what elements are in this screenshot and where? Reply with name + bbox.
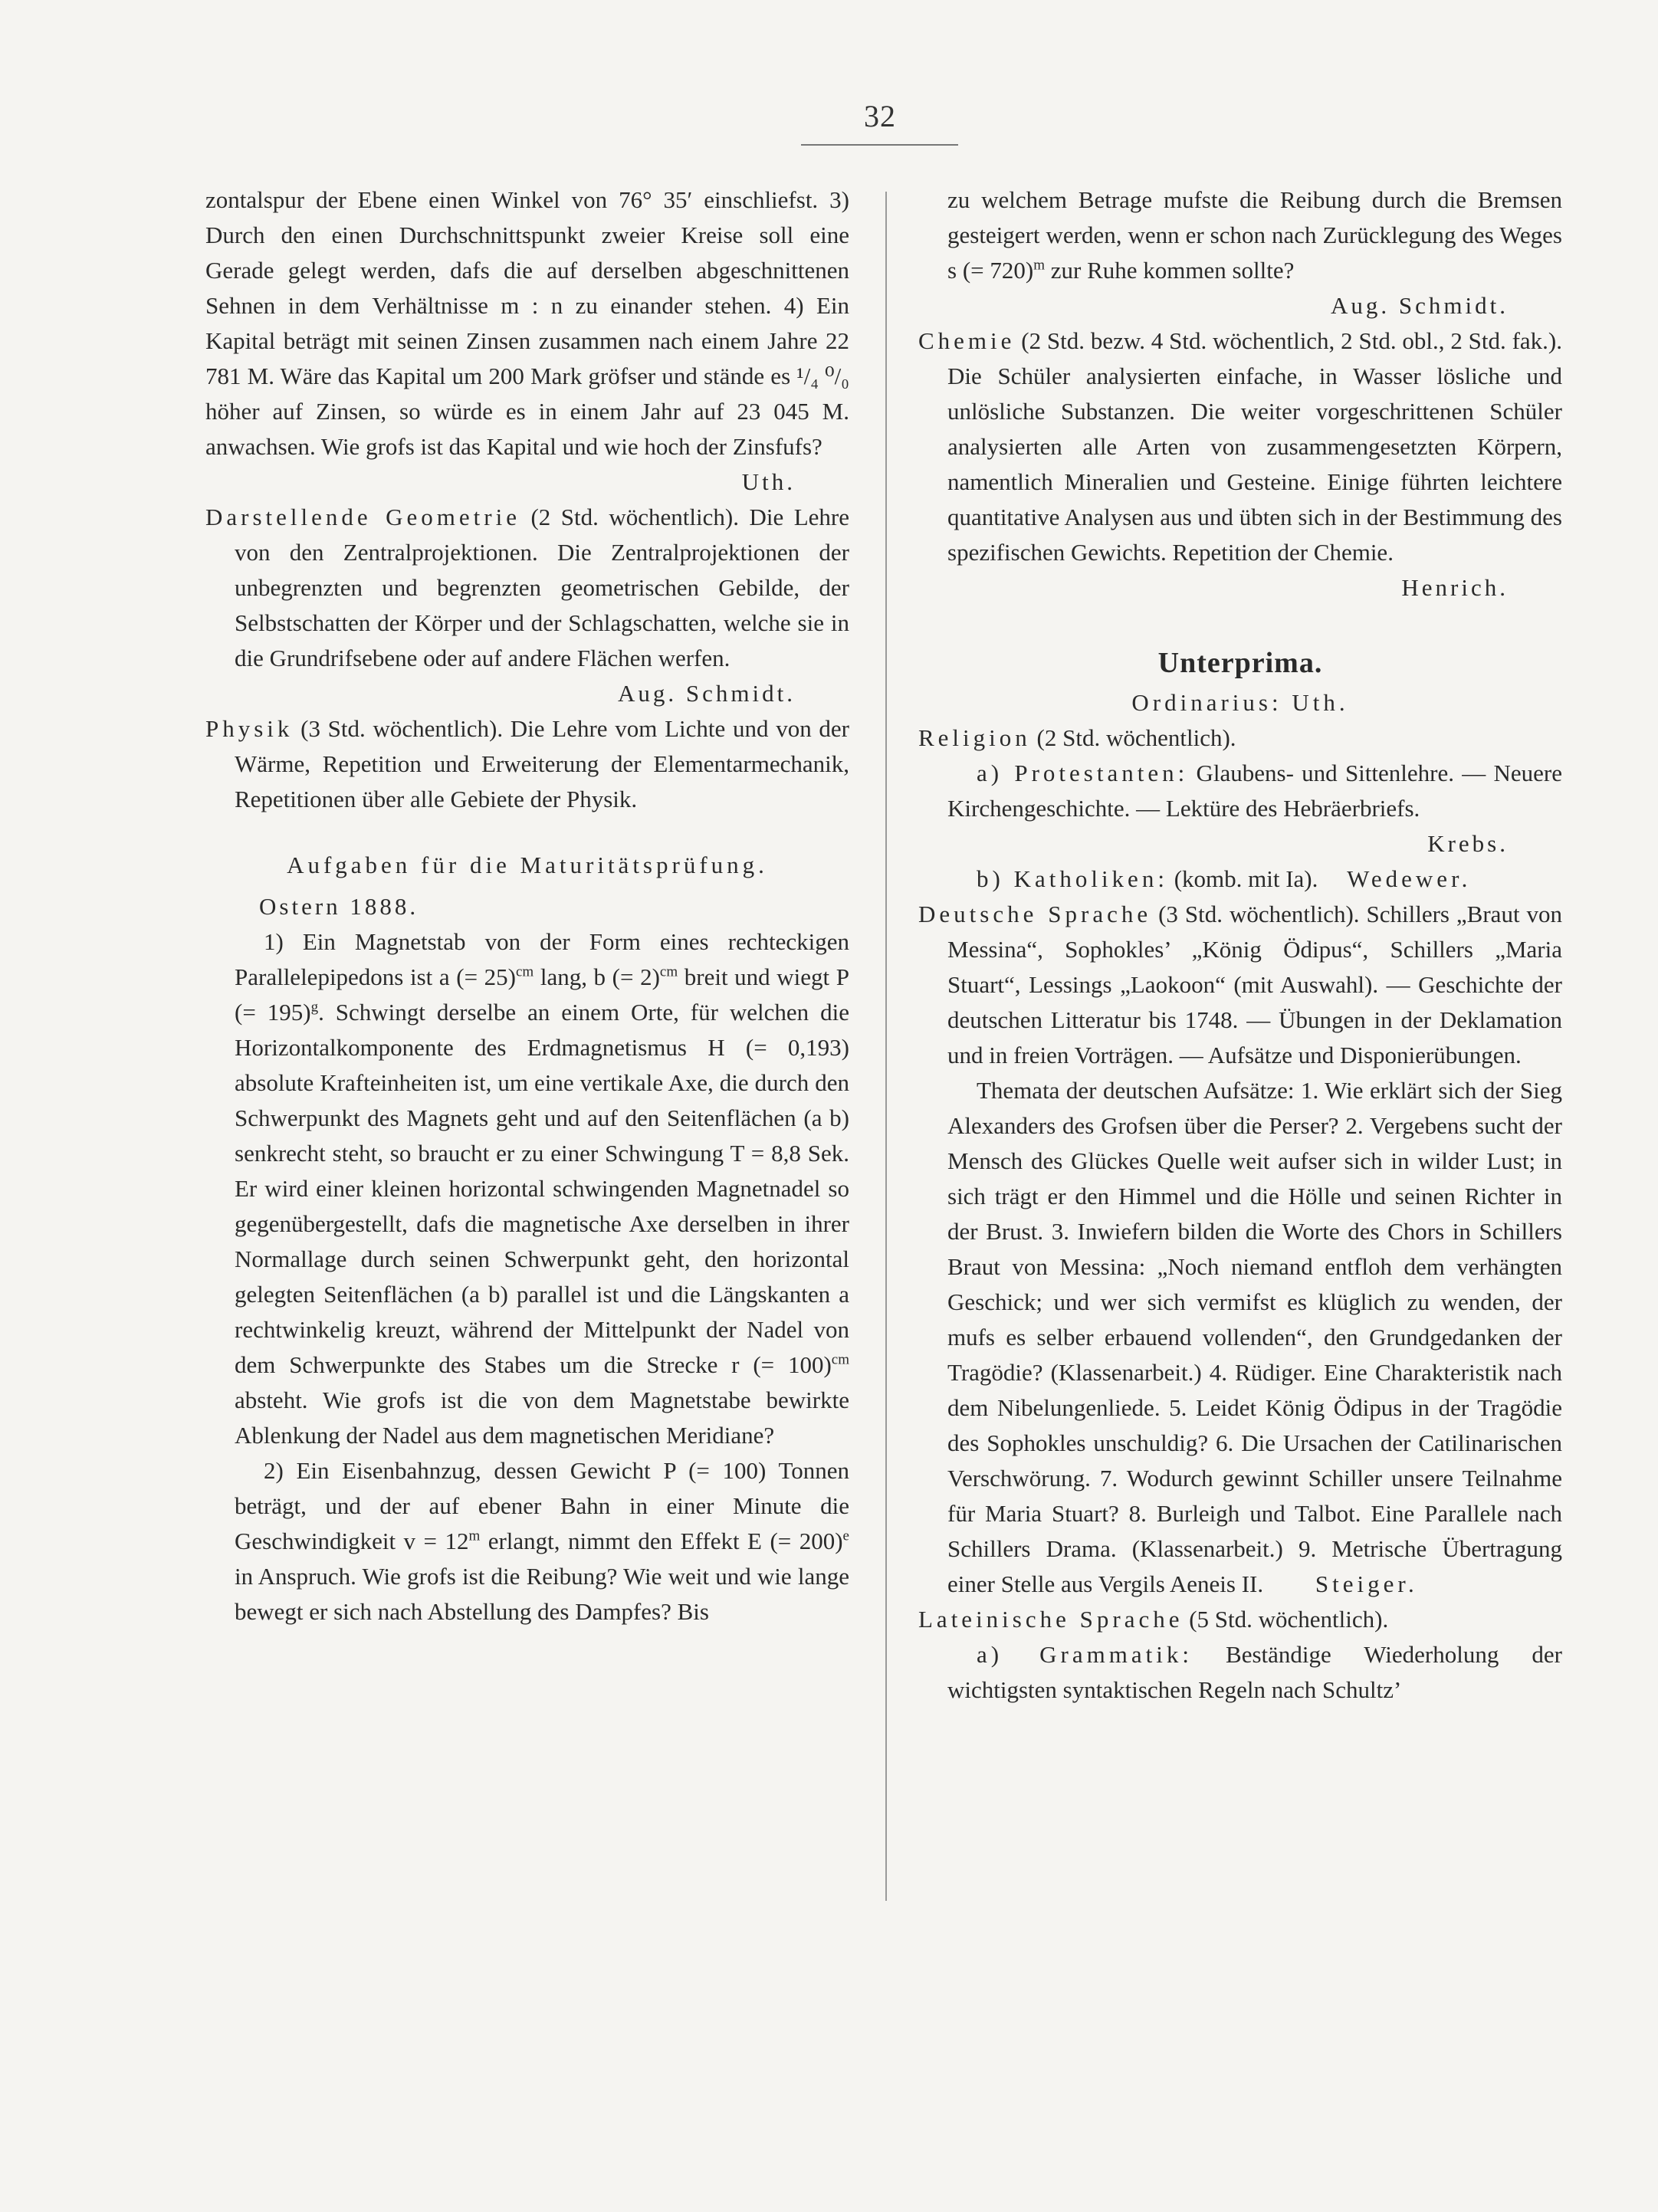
intro-signature: Uth. — [741, 468, 796, 495]
religion-section — [918, 720, 1562, 756]
religion-protestant — [918, 756, 1562, 861]
page-number: 32 — [864, 99, 896, 133]
task2-part-c: in Anspruch. Wie grofs ist die Reibung? Wie weit und wie lange bewegt er sich nach Abstellung des Dampfes? Bis — [235, 1563, 849, 1625]
geometry-signature: Aug. Schmidt. — [618, 680, 796, 707]
latin-section — [918, 1602, 1562, 1637]
task2-unit-2: e — [842, 1528, 849, 1544]
task2-unit-1: m — [468, 1528, 481, 1544]
german-themes-signature: Steiger. — [1315, 1570, 1418, 1597]
german-themes-text: 1. Wie erklärt sich der Sieg Alexanders des Grofsen über die Perser? 2. Vergebens sucht der Mensch des Glückes Quelle weit aufser sich in wilder Lust; in sich trägt er den Himmel und die Hölle und seinen Richter in der Brust. 3. Inwiefern bilden die Worte des Chors in Schillers Braut von Messina: „Noch niemand entfloh dem verhängten Geschick; und wer sich vermifst es klüglich zu wenden, der mufs es selber erbauend vollenden“, den Grundgedanken der Tragödie? (Klassenarbeit.) 4. Rüdiger. Eine Charakteristik nach dem Nibelungenliede. 5. Leidet König Ödipus in der Tragödie des Sophokles unschuldig? 6. Die Ursachen der Catilinarischen Verschwörung. 7. Wodurch gewinnt Schiller unsere Teilnahme für Maria Stuart? 8. Burleigh und Talbot. Eine Parallele nach Schillers Drama. (Klassenarbeit.) 9. Metrische Übertragung einer Stelle aus Vergils Aeneis II. — [947, 1077, 1562, 1597]
class-title: Unterprima. — [1157, 647, 1323, 679]
geometry-text: Die Lehre von den Zentralprojektionen. Die Zentralprojektionen der unbegrenzten und begrenzten geometrischen Gebilde, der Selbstschatten der Körper und der Schlagschatten, welche sie in die Grundrifsebene oder auf andere Flächen werfen. — [235, 504, 849, 671]
continuation-signature: Aug. Schmidt. — [1331, 292, 1509, 319]
task1-unit-1: cm — [516, 963, 534, 980]
german-title: Deutsche Sprache — [918, 901, 1152, 927]
physics-text: (3 Std. wöchentlich). Die Lehre vom Lichte und von der Wärme, Repetition und Erweiterung der Elementarmechanik, Repetitionen über alle Gebiete der Physik. — [235, 715, 849, 812]
task1-part-e: absteht. Wie grofs ist die von dem Magnetstabe bewirkte Ablenkung der Nadel aus dem magnetischen Meridiane? — [235, 1387, 849, 1449]
task2-part-a: 2) Ein Eisenbahnzug, dessen Gewicht P (= 100) Tonnen beträgt, und der auf ebener Bahn in einer Minute die Geschwindigkeit v = 12 — [235, 1457, 849, 1554]
religion-catholic-label: b) Katholiken: — [977, 865, 1168, 892]
chemistry-section — [918, 323, 1562, 606]
task-2 — [205, 1453, 849, 1629]
latin-grammar-text: Beständige Wiederholung der wichtigsten syntaktischen Regeln nach Schultz’ — [947, 1641, 1562, 1703]
task2-part-b: erlangt, nimmt den Effekt E (= 200) — [480, 1528, 843, 1554]
german-themes-label: Themata der deutschen Aufsätze: — [977, 1077, 1295, 1104]
geometry-title: Darstellende Geometrie — [205, 504, 520, 530]
intro-paragraph — [205, 182, 849, 500]
page-number-rule — [801, 144, 958, 146]
right-column — [918, 182, 1562, 1708]
latin-title: Lateinische Sprache — [918, 1606, 1184, 1633]
task1-part-b: lang, b (= 2) — [534, 963, 660, 990]
latin-grammar — [918, 1637, 1562, 1708]
class-head-teacher: Ordinarius: Uth. — [1131, 689, 1349, 716]
latin-grammar-label: a) Grammatik: — [977, 1641, 1193, 1668]
chemistry-text: (2 Std. bezw. 4 Std. wöchentlich, 2 Std. obl., 2 Std. fak.). Die Schüler analysierten einfache, in Wasser lösliche und unlösliche Substanzen. Die weiter vorgeschrittenen Schüler analysierten alle Arten von zusammengesetzten Körpern, namentlich Mineralien und Gesteine. Einige führten leichtere quantitative Analysen aus und übten sich in der Bestimmung des spezifischen Gewichts. Repetition der Chemie. — [947, 327, 1562, 566]
chemistry-signature: Henrich. — [1401, 574, 1509, 601]
task1-part-a: 1) Ein Magnetstab von der Form eines rechteckigen Parallelepipedons ist a (= 25) — [235, 928, 849, 990]
german-themes — [918, 1073, 1562, 1602]
religion-protestant-label: a) Protestanten: — [977, 760, 1189, 786]
german-section — [918, 897, 1562, 1073]
left-column — [205, 182, 849, 1629]
task1-part-d: . Schwingt derselbe an einem Orte, für welchen die Horizontalkomponente des Erdmagnetismus H (= 0,193) absolute Krafteinheiten ist, um eine vertikale Axe, die durch den Schwerpunkt des Magnets geht und auf den Seitenflächen (a b) senkrecht steht, so braucht er zu einer Schwingung T = 8,8 Sek. Er wird einer kleinen horizontal schwingenden Magnetnadel so gegenübergestellt, dafs die magnetische Axe derselben in ihrer Normallage durch seinen Schwerpunkt geht, den horizontal gelegten Seitenflächen (a b) parallel ist und die Längskanten a rechtwinkelig kreuzt, während der Mittelpunkt der Nadel von dem Schwerpunkte des Stabes um die Strecke r (= 100) — [235, 999, 849, 1378]
religion-catholic-signature: Wedewer. — [1347, 865, 1472, 892]
physics-title: Physik — [205, 715, 294, 742]
tasks-title: Aufgaben für die Maturitätsprüfung. — [287, 852, 768, 878]
continuation-part-a: zu welchem Betrage mufste die Reibung durch die Bremsen gesteigert werden, wenn er schon nach Zurücklegung des Weges s (= 720) — [947, 186, 1562, 284]
continuation-unit: m — [1033, 257, 1045, 274]
religion-protestant-signature: Krebs. — [1427, 830, 1509, 857]
latin-hours: (5 Std. wöchentlich). — [1189, 1606, 1389, 1633]
task1-unit-2: cm — [659, 963, 678, 980]
religion-title: Religion — [918, 724, 1031, 751]
german-text: (3 Std. wöchentlich). Schillers „Braut von Messina“, Sophokles’ „König Ödipus“, Schillers „Maria Stuart“, Lessings „Laokoon“ (mit Auswahl). — Geschichte der deutschen Litteratur bis 1748. — Übungen in der Deklamation und in freien Vorträgen. — Aufsätze und Disponierübungen. — [947, 901, 1563, 1068]
religion-protestant-text: Glaubens- und Sittenlehre. — Neuere Kirchengeschichte. — Lektüre des Hebräerbriefs. — [947, 760, 1563, 822]
task2-continuation — [918, 182, 1562, 323]
religion-catholic — [918, 861, 1562, 897]
continuation-part-b: zur Ruhe kommen sollte? — [1044, 257, 1295, 284]
column-divider — [885, 192, 887, 1901]
religion-hours: (2 Std. wöchentlich). — [1036, 724, 1236, 751]
intro-text: zontalspur der Ebene einen Winkel von 76° 35′ einschliefst. 3) Durch den einen Durchschnittspunkt zweier Kreise soll eine Gerade gelegt werden, dafs die auf derselben abgeschnittenen Sehnen in dem Verhältnisse m : n zu einander stehen. 4) Ein Kapital beträgt mit seinen Zinsen zusammen nach einem Jahre 22 781 M. Wäre das Kapital um 200 Mark gröfser und stände es ¹/₄ ⁰/₀ höher auf Zinsen, so würde es in einem Jahr auf 23 045 M. anwachsen. Wie grofs ist das Kapital und wie hoch der Zinsfufs? — [205, 186, 849, 460]
physics-section — [205, 711, 849, 817]
tasks-date: Ostern 1888. — [259, 893, 419, 920]
chemistry-title: Chemie — [918, 327, 1016, 354]
task1-unit-3: g — [310, 999, 319, 1016]
task1-part-c: breit und wiegt P (= 195) — [235, 963, 849, 1026]
geometry-hours: (2 Std. wöchentlich). — [530, 504, 739, 530]
task-1 — [205, 924, 849, 1453]
task1-unit-4: cm — [831, 1351, 849, 1368]
religion-catholic-text: (komb. mit Ia). — [1174, 865, 1318, 892]
geometry-section — [205, 500, 849, 711]
